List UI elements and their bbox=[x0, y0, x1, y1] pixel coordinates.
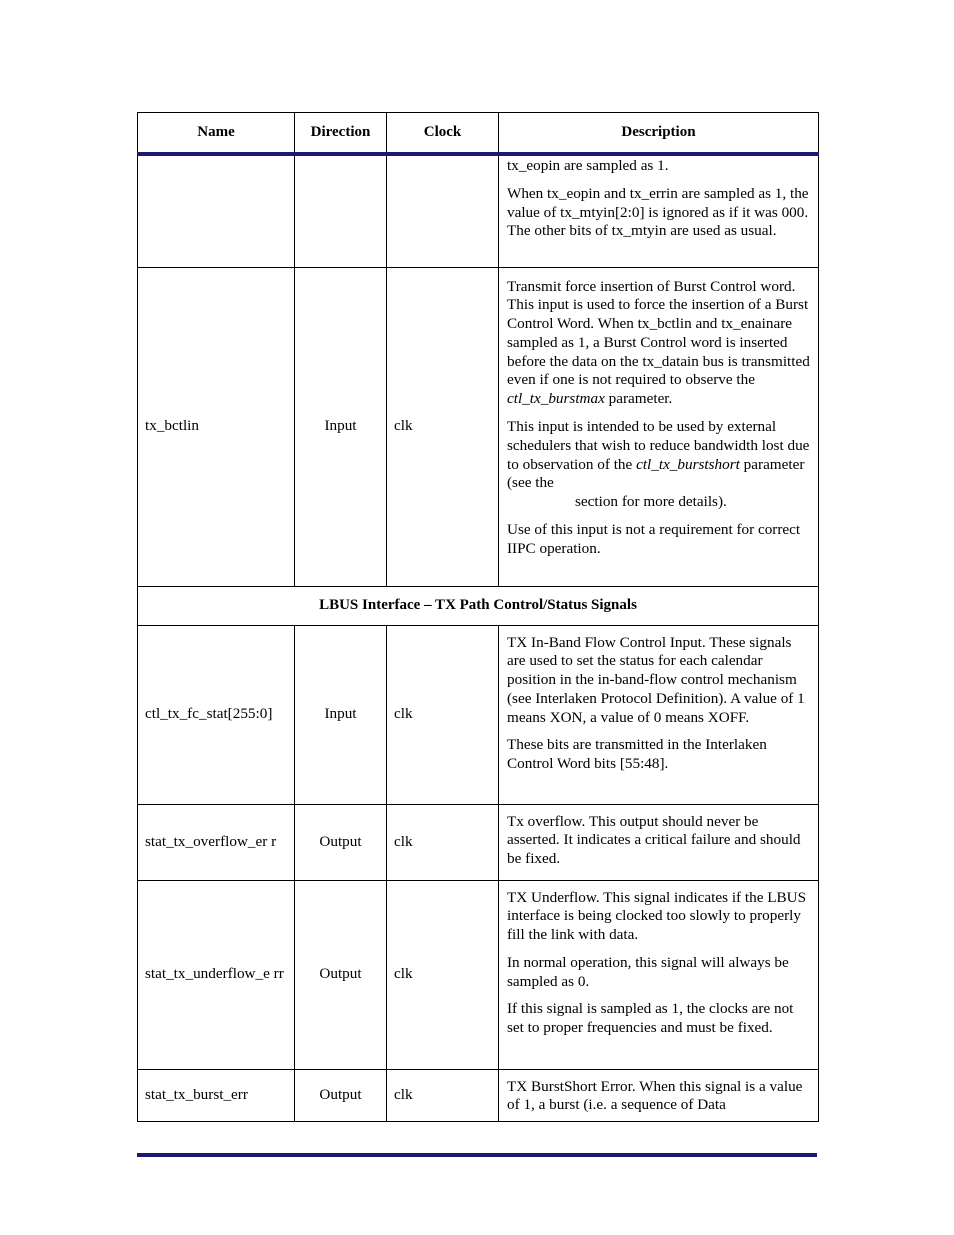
cell-clock: clk bbox=[387, 267, 499, 586]
cell-clock: clk bbox=[387, 625, 499, 804]
header-clock: Clock bbox=[387, 113, 499, 155]
signal-table bbox=[137, 112, 819, 1122]
header-name: Name bbox=[138, 113, 295, 155]
signal-table-container bbox=[137, 112, 818, 1122]
description-text: This input is intended to be used by external schedulers that wish to reduce bandwidth lost due to observation of the bbox=[507, 418, 810, 473]
description-text: parameter. bbox=[604, 390, 673, 408]
parameter-name: ctl_tx_burstshort bbox=[636, 455, 740, 473]
cell-name: stat_tx_underflow_e rr bbox=[138, 880, 295, 1069]
table-row bbox=[138, 804, 819, 880]
description-paragraph: In normal operation, this signal will always be sampled as 0. bbox=[507, 953, 789, 990]
cell-direction: Output bbox=[295, 880, 387, 1069]
cell-description bbox=[499, 880, 819, 1069]
table-header-row bbox=[138, 113, 819, 155]
cell-name: tx_bctlin bbox=[138, 267, 295, 586]
table-row bbox=[138, 625, 819, 804]
description-text: Transmit force insertion of Burst Control word. This input is used to force the insertion of a Burst Control Word. When tx_bctlin and tx_enainare sampled as 1, a Burst Control word is inserted before the data on the tx_datain bus is transmitted even if one is not required to observe the bbox=[507, 277, 810, 389]
description-paragraph: TX BurstShort Error. When this signal is a value of 1, a burst (i.e. a sequence of Data bbox=[507, 1077, 803, 1114]
cell-direction: Output bbox=[295, 804, 387, 880]
table-row bbox=[138, 880, 819, 1069]
description-paragraph: TX Underflow. This signal indicates if the LBUS interface is being clocked too slowly to properly fill the link with data. bbox=[507, 888, 807, 944]
cell-clock: clk bbox=[387, 880, 499, 1069]
description-paragraph: TX In-Band Flow Control Input. These signals are used to set the status for each calendar position in the in-band-flow control mechanism (see Interlaken Protocol Definition). A value of 1 means XON, a value of 0 means XOFF. bbox=[507, 633, 805, 726]
cell-name bbox=[138, 154, 295, 267]
table-row bbox=[138, 267, 819, 586]
cell-name: ctl_tx_fc_stat[255:0] bbox=[138, 625, 295, 804]
cell-description bbox=[499, 154, 819, 267]
footer-rule bbox=[137, 1153, 817, 1157]
description-paragraph: When tx_eopin and tx_errin are sampled as 1, the value of tx_mtyin[2:0] is ignored as if it was 000. The other bits of tx_mtyin are used as usual. bbox=[507, 184, 809, 240]
cell-clock: clk bbox=[387, 1069, 499, 1122]
table-row bbox=[138, 1069, 819, 1122]
section-title: LBUS Interface – TX Path Control/Status Signals bbox=[138, 586, 819, 625]
description-paragraph bbox=[507, 278, 810, 410]
description-paragraph: Tx overflow. This output should never be asserted. It indicates a critical failure and should be fixed. bbox=[507, 812, 801, 868]
cell-name: stat_tx_burst_err bbox=[138, 1069, 295, 1122]
description-text: parameter (see the bbox=[507, 455, 805, 492]
cell-description bbox=[499, 267, 819, 586]
description-paragraph: If this signal is sampled as 1, the clocks are not set to proper frequencies and must be fixed. bbox=[507, 1000, 794, 1037]
cell-description bbox=[499, 625, 819, 804]
cell-direction: Output bbox=[295, 1069, 387, 1122]
cell-name: stat_tx_overflow_er r bbox=[138, 804, 295, 880]
cell-direction: Input bbox=[295, 625, 387, 804]
cell-clock: clk bbox=[387, 804, 499, 880]
section-row bbox=[138, 586, 819, 625]
cell-description bbox=[499, 804, 819, 880]
cell-direction: Input bbox=[295, 267, 387, 586]
header-direction: Direction bbox=[295, 113, 387, 155]
description-paragraph: These bits are transmitted in the Interlaken Control Word bits [55:48]. bbox=[507, 736, 767, 773]
cell-direction bbox=[295, 154, 387, 267]
header-description: Description bbox=[499, 113, 819, 155]
description-paragraph bbox=[507, 418, 810, 512]
parameter-name: ctl_tx_burstmax bbox=[507, 390, 605, 408]
table-row bbox=[138, 154, 819, 267]
cell-clock bbox=[387, 154, 499, 267]
description-paragraph: tx_eopin are sampled as 1. bbox=[507, 157, 669, 174]
cell-description bbox=[499, 1069, 819, 1122]
description-text: section for more details). bbox=[575, 493, 727, 511]
description-paragraph: Use of this input is not a requirement for correct IIPC operation. bbox=[507, 521, 801, 557]
